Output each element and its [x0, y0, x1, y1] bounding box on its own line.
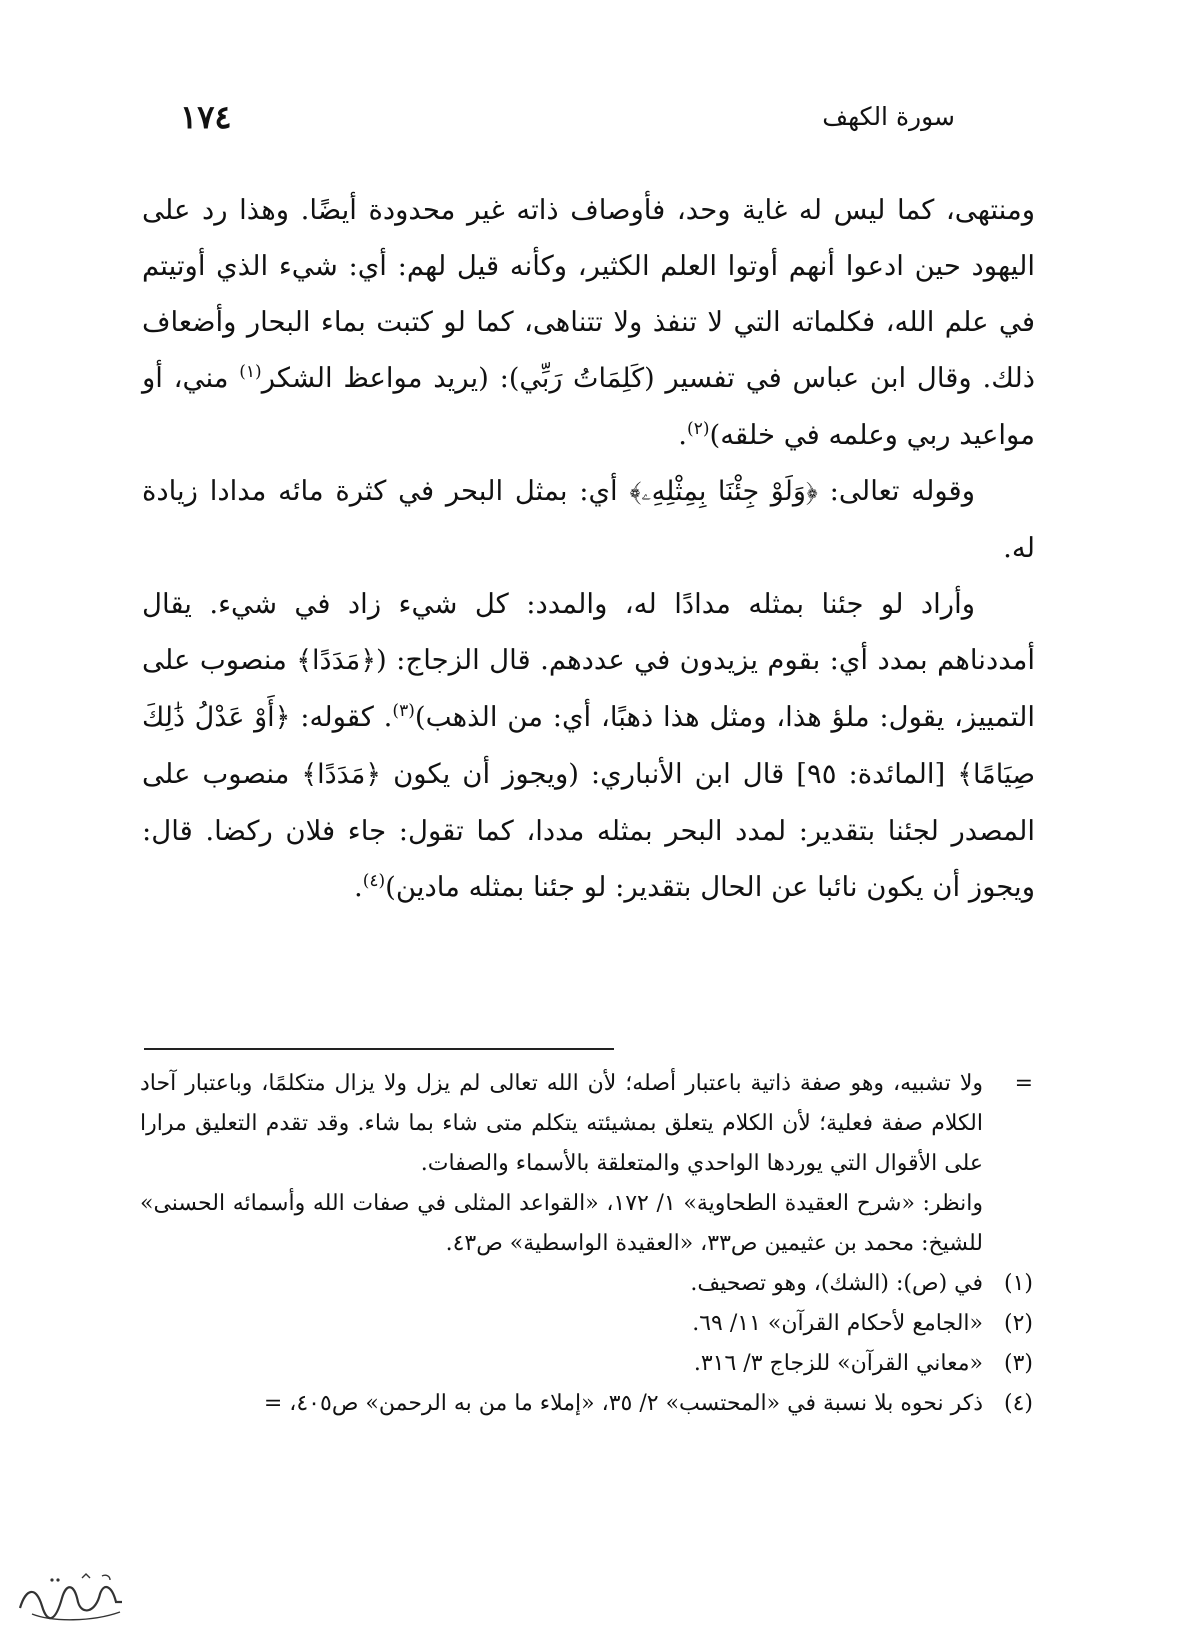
surah-title: سورة الكهف — [822, 102, 955, 131]
footnote-number: (٣) — [1003, 1351, 1033, 1376]
footnote-2: (٢) «الجامع لأحكام القرآن» ١١/ ٦٩. — [140, 1304, 1035, 1344]
paragraph-3: وأراد لو جئنا بمثله مدادًا له، والمدد: كل شيء زاد في شيء. يقال أمددناهم بمدد أي: بقوم يزيدون في عددهم. قال الزجاج: (﴿مَدَدًا﴾ منصوب على التمييز، يقول: ملؤ هذا، ومثل هذا ذهبًا، أي: من الذهب)$^{(٣)}$. كقوله: ﴿أَوْ عَدْلُ ذَٰلِكَ صِيَامًا﴾ [المائدة: ٩٥] قال ابن الأنباري: (ويجوز أن يكون ﴿مَدَدًا﴾ منصوب على المصدر لجئنا بتقدير: لمدد البحر بمثله مددا، كما تقول: جاء فلان ركضا. قال: ويجوز أن يكون نائبا عن الحال بتقدير: لو جئنا بمثله مادين)$^{(٤)}$. — [142, 588, 1036, 903]
page-header — [150, 96, 1035, 146]
footnote-ref-2[interactable]: (٢) — [687, 418, 710, 439]
footnote-see-also: وانظر: «شرح العقيدة الطحاوية» ١/ ١٧٢، «القواعد المثلى في صفات الله وأسمائه الحسنى» للشيخ: محمد بن عثيمين ص٣٣، «العقيدة الواسطية» ص٤٣. — [140, 1191, 983, 1256]
footnote-3: (٣) «معاني القرآن» للزجاج ٣/ ٣١٦. — [140, 1344, 1035, 1384]
footnote-continuation: = ولا تشبيه، وهو صفة ذاتية باعتبار أصله؛ لأن الله تعالى لم يزل ولا يزال متكلمًا، وباعتبار آحاد الكلام صفة فعلية؛ لأن الكلام يتعلق بمشيئته يتكلم متى شاء بما شاء. وقد تقدم التعليق مرارا على الأقوال التي يوردها الواحدي والمتعلقة بالأسماء والصفات. — [140, 1064, 1035, 1184]
main-text — [142, 182, 1035, 915]
footnotes — [140, 1064, 1035, 1424]
quran-quote: ﴿وَلَوْ جِئْنَا بِمِثْلِهِۦ﴾ — [629, 476, 818, 507]
paragraph-1: ومنتهى، كما ليس له غاية وحد، فأوصاف ذاته غير محدودة أيضًا. وهذا رد على اليهود حين ادعوا أنهم أوتوا العلم الكثير، وكأنه قيل لهم: أي: شيء الذي أوتيتم في علم الله، فكلماته التي لا تنفذ ولا تتناهى، كما لو كتبت بماء البحار وأضعاف ذلك. وقال ابن عباس في تفسير (كَلِمَاتُ رَبِّي): (يريد مواعظ الشكر$^{(١)}$ مني، أو مواعيد ربي وعلمه في خلقه)$^{(٢)}$. — [142, 194, 1035, 451]
footnote-separator — [144, 1048, 614, 1050]
footnote-4: (٤) ذكر نحوه بلا نسبة في «المحتسب» ٢/ ٣٥، «إملاء ما من به الرحمن» ص٤٠٥، = — [140, 1384, 1035, 1424]
footnote-number: (١) — [1003, 1271, 1033, 1296]
footnote-1: (١) في (ص): (الشك)، وهو تصحيف. — [140, 1264, 1035, 1304]
quran-quote: ﴿مَدَدًا﴾ — [296, 645, 377, 676]
continuation-mark: = — [1014, 1071, 1033, 1096]
quran-quote: ﴿مَدَدًا﴾ — [301, 759, 382, 790]
page-number: ١٧٤ — [180, 98, 232, 136]
footnote-number: (٢) — [1003, 1311, 1033, 1336]
footnote-number: (٤) — [1003, 1391, 1033, 1416]
footnote-ref-4[interactable]: (٤) — [362, 870, 386, 891]
quran-quote: ﴿أَوْ عَدْلُ ذَٰلِكَ صِيَامًا﴾ — [142, 702, 1036, 790]
publisher-logo — [12, 1568, 130, 1626]
paragraph-2: وقوله تعالى: ﴿وَلَوْ جِئْنَا بِمِثْلِهِۦ﴾ أي: بمثل البحر في كثرة مائه مدادا زيادة له. — [142, 475, 1035, 564]
quran-quote: (كَلِمَاتُ رَبِّي) — [508, 363, 655, 394]
footnote-ref-1[interactable]: (١) — [239, 361, 262, 382]
footnote-ref-3[interactable]: (٣) — [392, 700, 415, 721]
